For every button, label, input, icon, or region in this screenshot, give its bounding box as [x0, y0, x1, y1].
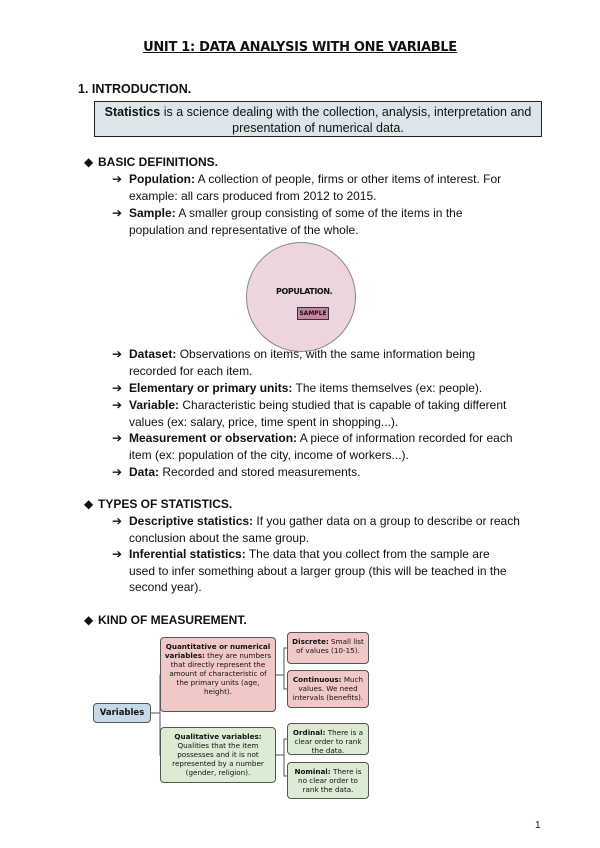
- node-text: Qualities that the item possesses and it is not represented by a number (gender, religion).: [172, 741, 264, 777]
- subheading-text: KIND OF MEASUREMENT.: [98, 613, 247, 627]
- node-text: Small list of values (10-15).: [296, 637, 364, 655]
- arrow-bullet-icon: ➔: [112, 381, 123, 395]
- continuous-node: [287, 670, 369, 708]
- page-number: 1: [535, 820, 541, 831]
- node-text: Much values. We need intervals (benefits).: [292, 675, 364, 702]
- diamond-bullet-icon: ◆: [84, 155, 94, 169]
- term: Variable:: [129, 398, 180, 412]
- text: The data that you collect from the sample are: [245, 547, 490, 561]
- text: example: all cars produced from 2012 to 2015.: [129, 188, 377, 203]
- node-text: There is no clear order to rank the data.: [298, 767, 362, 794]
- ordinal-node: [287, 723, 369, 755]
- text: population and representative of the whole.: [129, 222, 359, 237]
- quantitative-variables-node: [160, 637, 276, 712]
- node-term: Discrete:: [292, 637, 329, 646]
- text: A collection of people, firms or other items of interest. For: [195, 172, 502, 186]
- variables-node: Variables: [93, 703, 151, 723]
- connector-line: [276, 739, 287, 755]
- node-term: Qualitative variables:: [174, 732, 262, 741]
- text: The items themselves (ex: people).: [292, 381, 483, 395]
- node-term: Quantitative or numerical variables:: [164, 642, 271, 660]
- definition-term: Statistics: [104, 105, 161, 119]
- node-term: Continuous:: [292, 675, 342, 684]
- node-text: they are numbers that directly represent the amount of characteristic of the primary units (age, height).: [169, 651, 272, 696]
- diamond-bullet-icon: ◆: [84, 613, 94, 627]
- term: Dataset:: [129, 347, 177, 361]
- text: values (ex: salary, price, time spent in shopping...).: [129, 414, 399, 429]
- definition-text-line2: presentation of numerical data.: [232, 121, 404, 135]
- section-heading-introduction: 1. INTRODUCTION.: [78, 82, 192, 96]
- arrow-bullet-icon: ➔: [112, 206, 123, 220]
- arrow-bullet-icon: ➔: [112, 547, 123, 561]
- subheading-text: BASIC DEFINITIONS.: [98, 155, 219, 169]
- text: Characteristic being studied that is capable of taking different: [179, 398, 507, 412]
- text: item (ex: population of the city, income of workers...).: [129, 447, 409, 462]
- text: Observations on items, with the same information being: [176, 347, 476, 361]
- sample-box: SAMPLE: [297, 307, 329, 320]
- term: Population:: [129, 172, 195, 186]
- text: A piece of information recorded for each: [297, 431, 513, 445]
- connector-line: [276, 755, 287, 776]
- arrow-bullet-icon: ➔: [112, 431, 123, 445]
- node-text: There is a clear order to rank the data.: [294, 728, 364, 755]
- subheading-text: TYPES OF STATISTICS.: [98, 497, 233, 511]
- node-term: Ordinal:: [292, 728, 326, 737]
- qualitative-variables-node: [160, 727, 276, 783]
- arrow-bullet-icon: ➔: [112, 465, 123, 479]
- arrow-bullet-icon: ➔: [112, 398, 123, 412]
- diamond-bullet-icon: ◆: [84, 497, 94, 511]
- text: used to infer something about a larger group (this will be teached in the: [129, 563, 507, 578]
- term: Measurement or observation:: [129, 431, 298, 445]
- nominal-node: [287, 762, 369, 799]
- node-term: Nominal:: [294, 767, 331, 776]
- term: Descriptive statistics:: [129, 514, 254, 528]
- arrow-bullet-icon: ➔: [112, 347, 123, 361]
- connector-line: [276, 648, 287, 675]
- connector-line: [276, 675, 287, 689]
- arrow-bullet-icon: ➔: [112, 514, 123, 528]
- term: Sample:: [129, 206, 176, 220]
- discrete-node: [287, 632, 369, 664]
- arrow-bullet-icon: ➔: [112, 172, 123, 186]
- term: Elementary or primary units:: [129, 381, 293, 395]
- text: conclusion about the same group.: [129, 530, 310, 545]
- page-title: UNIT 1: DATA ANALYSIS WITH ONE VARIABLE: [143, 40, 457, 55]
- term: Data:: [129, 465, 160, 479]
- text: second year).: [129, 580, 202, 594]
- text: A smaller group consisting of some of the items in the: [175, 206, 463, 220]
- term: Inferential statistics:: [129, 547, 246, 561]
- population-label: POPULATION.: [276, 287, 333, 296]
- text: If you gather data on a group to describe or reach: [253, 514, 520, 528]
- text: Recorded and stored measurements.: [159, 465, 361, 479]
- text: recorded for each item.: [129, 363, 253, 378]
- definition-text-line1: is a science dealing with the collection, analysis, interpretation and: [160, 105, 532, 119]
